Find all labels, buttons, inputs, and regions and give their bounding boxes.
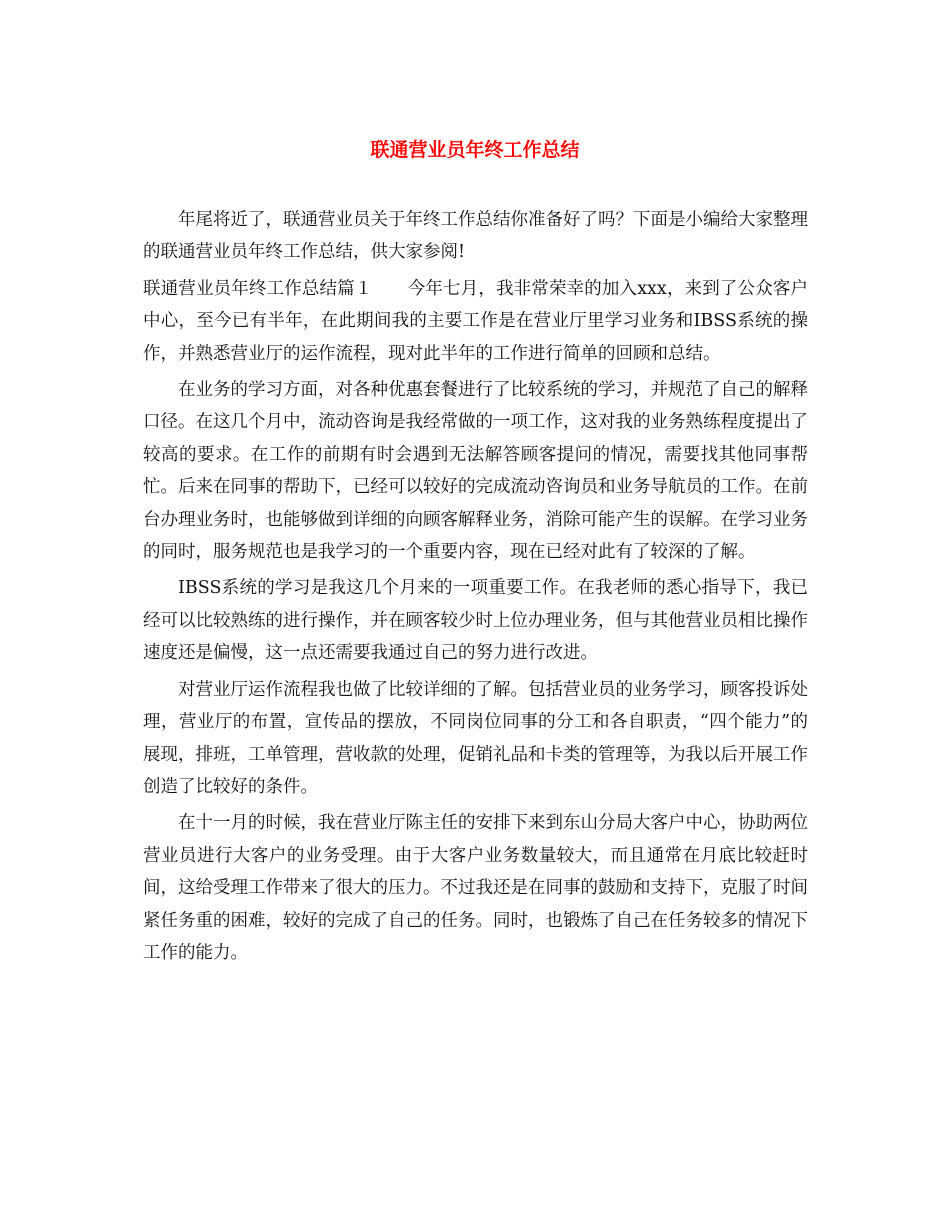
paragraph-section-1: 联通营业员年终工作总结篇１ 今年七月，我非常荣幸的加入xxx，来到了公众客户中心，至今已有半年，在此期间我的主要工作是在营业厅里学习业务和IBSS系统的操作，并熟悉营业厅的运作流程，现对此半年的工作进行简单的回顾和总结。 [143, 278, 808, 364]
paragraph-ibss-system: IBSS系统的学习是我这几个月来的一项重要工作。在我老师的悉心指导下，我已经可以比较熟练的进行操作，并在顾客较少时上位办理业务，但与其他营业员相比操作速度还是偏慢，这一点还需要我通过自己的努力进行改进。 [143, 578, 808, 664]
document-title: 联通营业员年终工作总结 [370, 139, 580, 161]
paragraph-intro: 年尾将近了，联通营业员关于年终工作总结你准备好了吗？下面是小编给大家整理的联通营业员年终工作总结，供大家参阅! [143, 210, 808, 263]
document-body [143, 204, 808, 973]
paragraph-hall-process: 对营业厅运作流程我也做了比较详细的了解。包括营业员的业务学习，顾客投诉处理，营业厅的布置，宣传品的摆放，不同岗位同事的分工和各自职责，“四个能力”的展现，排班，工单管理，营收款的处理，促销礼品和卡类的管理等，为我以后开展工作创造了比较好的条件。 [143, 679, 808, 797]
paragraph-november: 在十一月的时候，我在营业厅陈主任的安排下来到东山分局大客户中心，协助两位营业员进行大客户的业务受理。由于大客户业务数量较大，而且通常在月底比较赶时间，这给受理工作带来了很大的压力。不过我还是在同事的鼓励和支持下，克服了时间紧任务重的困难，较好的完成了自己的任务。同时，也锻炼了自己在任务较多的情况下工作的能力。 [143, 813, 808, 963]
paragraph-business-learning: 在业务的学习方面，对各种优惠套餐进行了比较系统的学习，并规范了自己的解释口径。在这几个月中，流动咨询是我经常做的一项工作，这对我的业务熟练程度提出了较高的要求。在工作的前期有时会遇到无法解答顾客提问的情况，需要找其他同事帮忙。后来在同事的帮助下，已经可以较好的完成流动咨询员和业务导航员的工作。在前台办理业务时，也能够做到详细的向顾客解释业务，消除可能产生的误解。在学习业务的同时，服务规范也是我学习的一个重要内容，现在已经对此有了较深的了解。 [143, 380, 808, 563]
